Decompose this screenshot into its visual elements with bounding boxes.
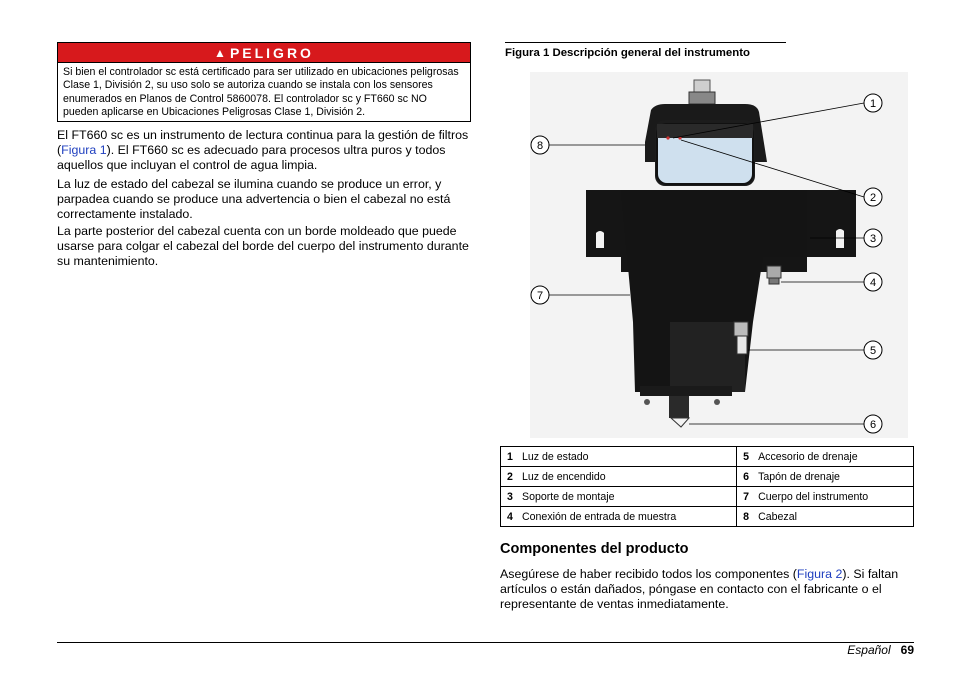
part-number: 2 (507, 470, 513, 483)
instrument-figure (505, 72, 913, 438)
parts-table (500, 446, 914, 527)
body-base (640, 386, 732, 396)
part-number: 7 (743, 490, 749, 503)
drain-fitting (734, 322, 748, 336)
callout-label: 8 (536, 140, 544, 152)
callout-5 (864, 341, 882, 359)
part-label: Cuerpo del instrumento (758, 490, 869, 503)
callout-7 (531, 286, 549, 304)
callout-label: 4 (869, 277, 877, 289)
part-number: 1 (507, 450, 513, 463)
bracket-slot-right (836, 229, 844, 248)
part-label: Accesorio de drenaje (758, 450, 858, 463)
callout-label: 7 (536, 290, 544, 302)
part-label: Soporte de montaje (522, 490, 615, 503)
table-cell (737, 507, 914, 527)
callout-label: 5 (869, 345, 877, 357)
part-number: 8 (743, 510, 749, 523)
part-number: 3 (507, 490, 513, 503)
part-label: Tapón de drenaje (758, 470, 840, 483)
section-heading: Componentes del producto (500, 541, 689, 557)
part-label: Luz de estado (522, 450, 589, 463)
callout-3 (864, 229, 882, 247)
figure-title: Figura 1 Descripción general del instrumento (505, 42, 786, 59)
text: El FT660 sc es un instrumento de lectura continua para la gestión de filtros ( (57, 128, 469, 157)
paragraph-head-back: La parte posterior del cabezal cuenta con un borde moldeado que puede usarse para colgar el cabezal del borde del cuerpo del instrumento durante su mantenimiento. (57, 224, 469, 268)
page-number: 69 (900, 643, 914, 657)
top-nut (689, 92, 715, 104)
table-row (501, 467, 914, 487)
callout-label: 3 (869, 233, 877, 245)
footer-language: Español (847, 643, 891, 657)
table-row (501, 487, 914, 507)
table-cell (501, 507, 737, 527)
table-cell (501, 447, 737, 467)
part-label: Conexión de entrada de muestra (522, 510, 677, 523)
table-cell (501, 467, 737, 487)
drain-plug (669, 396, 689, 418)
part-number: 4 (507, 510, 513, 523)
text: ). Si faltan artículos o están dañados, póngase en contacto con el fabricante o el representante de ventas inmediatamente. (500, 567, 899, 611)
sample-inlet (767, 266, 781, 278)
part-number: 5 (743, 450, 749, 463)
bracket-slot-left (596, 231, 604, 248)
part-number: 6 (743, 470, 749, 483)
table-cell (737, 447, 914, 467)
callout-2 (864, 188, 882, 206)
table-row (501, 447, 914, 467)
callout-label: 2 (869, 192, 877, 204)
drain-tube (737, 336, 747, 354)
paragraph-intro (57, 128, 475, 173)
danger-header (58, 43, 470, 63)
text: Asegúrese de haber recibido todos los componentes ( (500, 567, 797, 581)
table-cell (737, 467, 914, 487)
paragraph-components (500, 567, 918, 612)
callout-label: 1 (869, 98, 877, 110)
danger-box (57, 42, 471, 122)
part-label: Cabezal (758, 510, 797, 523)
footer (847, 643, 914, 657)
danger-title: PELIGRO (229, 44, 314, 61)
callout-label: 6 (869, 419, 877, 431)
inlet-nut (769, 278, 779, 284)
warning-triangle-icon: ▲ (214, 45, 226, 60)
paragraph-status-light: La luz de estado del cabezal se ilumina cuando se produce un error, y parpadea cuando se produce una advertencia o bien el cabezal no está correctamente instalado. (57, 177, 451, 221)
callout-1 (864, 94, 882, 112)
base-foot-right (714, 399, 720, 405)
table-cell (737, 487, 914, 507)
part-label: Luz de encendido (522, 470, 606, 483)
top-fitting (694, 80, 710, 92)
table-row (501, 507, 914, 527)
base-foot-left (644, 399, 650, 405)
danger-text: Si bien el controlador sc está certificado para ser utilizado en ubicaciones peligrosas Clase 1, División 2, su uso solo se autoriza cuando se instala con los sensores enumerados en Planos de Control 5860078. El controlador sc y FT660 sc NO pueden aplicarse en Ubicaciones Peligrosas Clase 1, División 2. (63, 66, 459, 118)
table-cell (501, 487, 737, 507)
callout-8 (531, 136, 549, 154)
callout-6 (864, 415, 882, 433)
figure-2-link[interactable]: Figura 2 (796, 567, 843, 581)
callout-4 (864, 273, 882, 291)
text: ). El FT660 sc es adecuado para procesos ultra puros y todos aquellos que incluyan el control de agua limpia. (57, 143, 446, 172)
footer-rule (57, 642, 914, 643)
figure-1-link[interactable]: Figura 1 (61, 143, 107, 157)
status-light (666, 136, 669, 139)
